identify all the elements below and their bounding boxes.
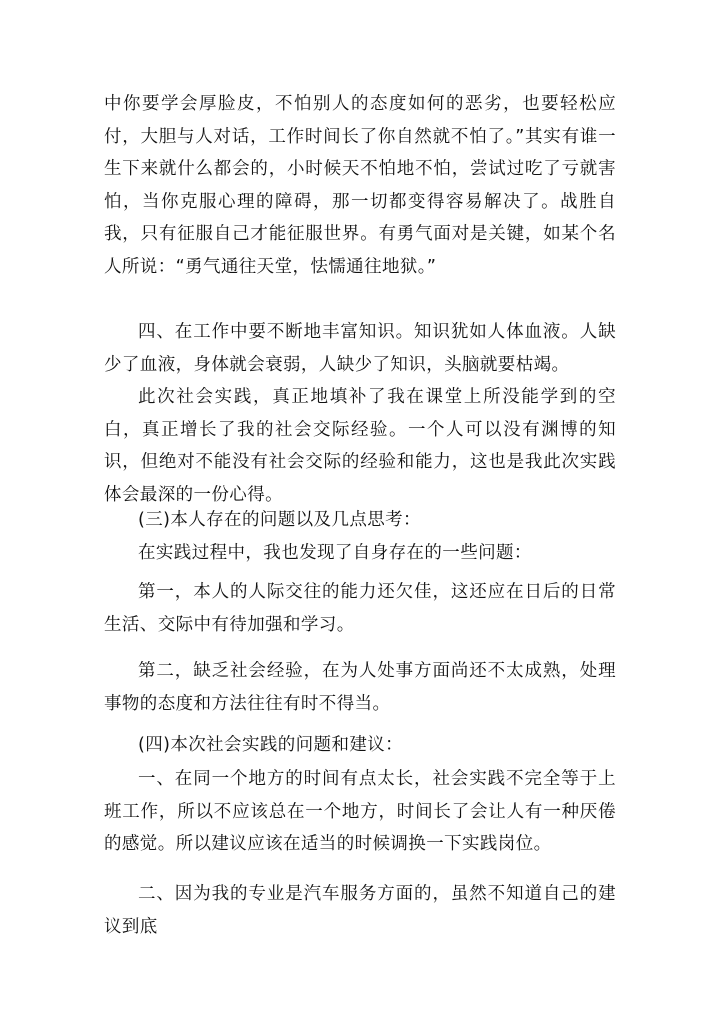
paragraph-problem-second: 第二，缺乏社会经验，在为人处事方面尚还不太成熟，处理事物的态度和方法往往有时不得当。	[104, 661, 616, 714]
paragraph-suggestion-second: 二、因为我的专业是汽车服务方面的，虽然不知道自己的建议到底	[104, 884, 616, 937]
section-heading-problems: (三)本人存在的问题以及几点思考：	[138, 510, 421, 530]
paragraph-courage: 中你要学会厚脸皮，不怕别人的态度如何的恶劣，也要轻松应付，大胆与人对话，工作时间长了你自然就不怕了。”其实有谁一生下来就什么都会的，小时候天不怕地不怕，尝试过吃了亏就害怕，当你克服心理的障碍，那一切都变得容易解决了。战胜自我，只有征服自己才能征服世界。有勇气面对是关键，如某个名人所说：“勇气通往天堂，怯懦通往地狱。”	[104, 94, 616, 277]
paragraph-problems-intro: 在实践过程中，我也发现了自身存在的一些问题：	[138, 543, 532, 563]
section-heading-suggestions: (四)本次社会实践的问题和建议：	[138, 735, 404, 755]
paragraph-knowledge: 四、在工作中要不断地丰富知识。知识犹如人体血液。人缺少了血液，身体就会衰弱，人缺少了知识，头脑就要枯竭。	[104, 322, 616, 375]
paragraph-problem-first: 第一，本人的人际交往的能力还欠佳，这还应在日后的日常生活、交际中有待加强和学习。	[104, 582, 616, 635]
paragraph-practice-summary: 此次社会实践，真正地填补了我在课堂上所没能学到的空白，真正增长了我的社会交际经验。一个人可以没有渊博的知识，但绝对不能没有社会交际的经验和能力，这也是我此次实践体会最深的一份心得。	[104, 387, 616, 505]
paragraph-suggestion-first: 一、在同一个地方的时间有点太长，社会实践不完全等于上班工作，所以不应该总在一个地方，时间长了会让人有一种厌倦的感觉。所以建议应该在适当的时候调换一下实践岗位。	[104, 769, 616, 855]
